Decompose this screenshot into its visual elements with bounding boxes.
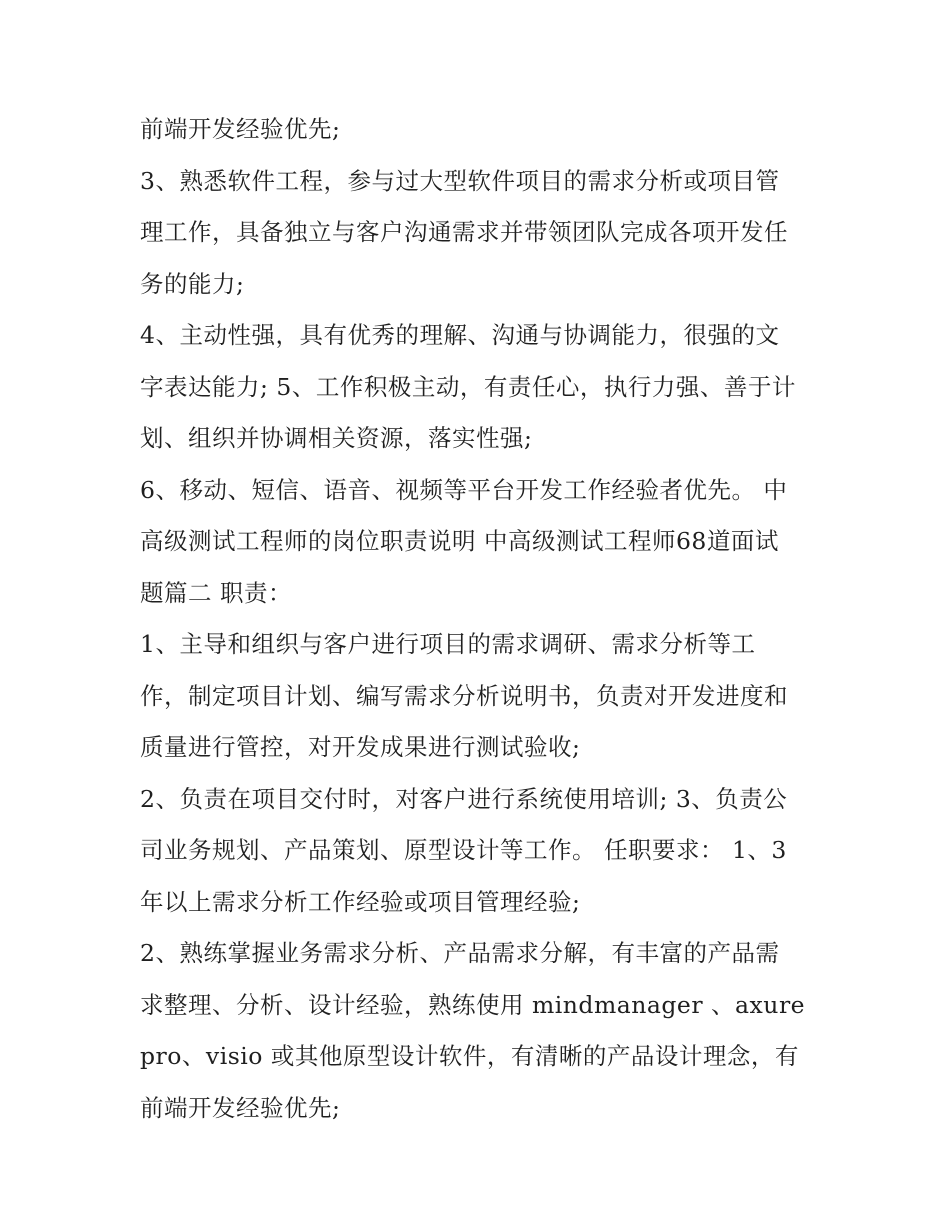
- text-line: 前端开发经验优先;: [140, 1093, 341, 1122]
- text-line: 年以上需求分析工作经验或项目管理经验;: [140, 887, 581, 916]
- text-line: 理工作，具备独立与客户沟通需求并带领团队完成各项开发任: [140, 218, 788, 246]
- text-line: 字表达能力; 5、工作积极主动，有责任心，执行力强、善于计: [140, 372, 796, 401]
- text-line: 划、组织并协调相关资源，落实性强;: [140, 424, 533, 452]
- text-line: pro、visio 或其他原型设计软件，有清晰的产品设计理念，有: [140, 1042, 799, 1070]
- text-line: 4、主动性强，具有优秀的理解、沟通与协调能力，很强的文: [140, 321, 780, 349]
- text-line: 2、熟练掌握业务需求分析、产品需求分解，有丰富的产品需: [140, 939, 780, 967]
- text-line: 司业务规划、产品策划、原型设计等工作。 任职要求： 1、3: [140, 836, 787, 864]
- text-line: 求整理、分析、设计经验，熟练使用 mindmanager 、axure: [140, 990, 806, 1019]
- text-line: 2、负责在项目交付时，对客户进行系统使用培训; 3、负责公: [140, 784, 788, 813]
- text-line: 前端开发经验优先;: [140, 115, 341, 143]
- text-line: 3、熟悉软件工程，参与过大型软件项目的需求分析或项目管: [140, 166, 780, 195]
- text-line: 质量进行管控，对开发成果进行测试验收;: [140, 733, 581, 761]
- document-body: [140, 104, 820, 1134]
- text-line: 题篇二 职责：: [140, 578, 292, 607]
- text-line: 作，制定项目计划、编写需求分析说明书，负责对开发进度和: [140, 681, 788, 710]
- text-line: 1、主导和组织与客户进行项目的需求调研、需求分析等工: [140, 630, 756, 658]
- text-line: 高级测试工程师的岗位职责说明 中高级测试工程师68道面试: [140, 527, 779, 555]
- text-line: 6、移动、短信、语音、视频等平台开发工作经验者优先。 中: [140, 475, 788, 504]
- text-line: 务的能力;: [140, 269, 245, 298]
